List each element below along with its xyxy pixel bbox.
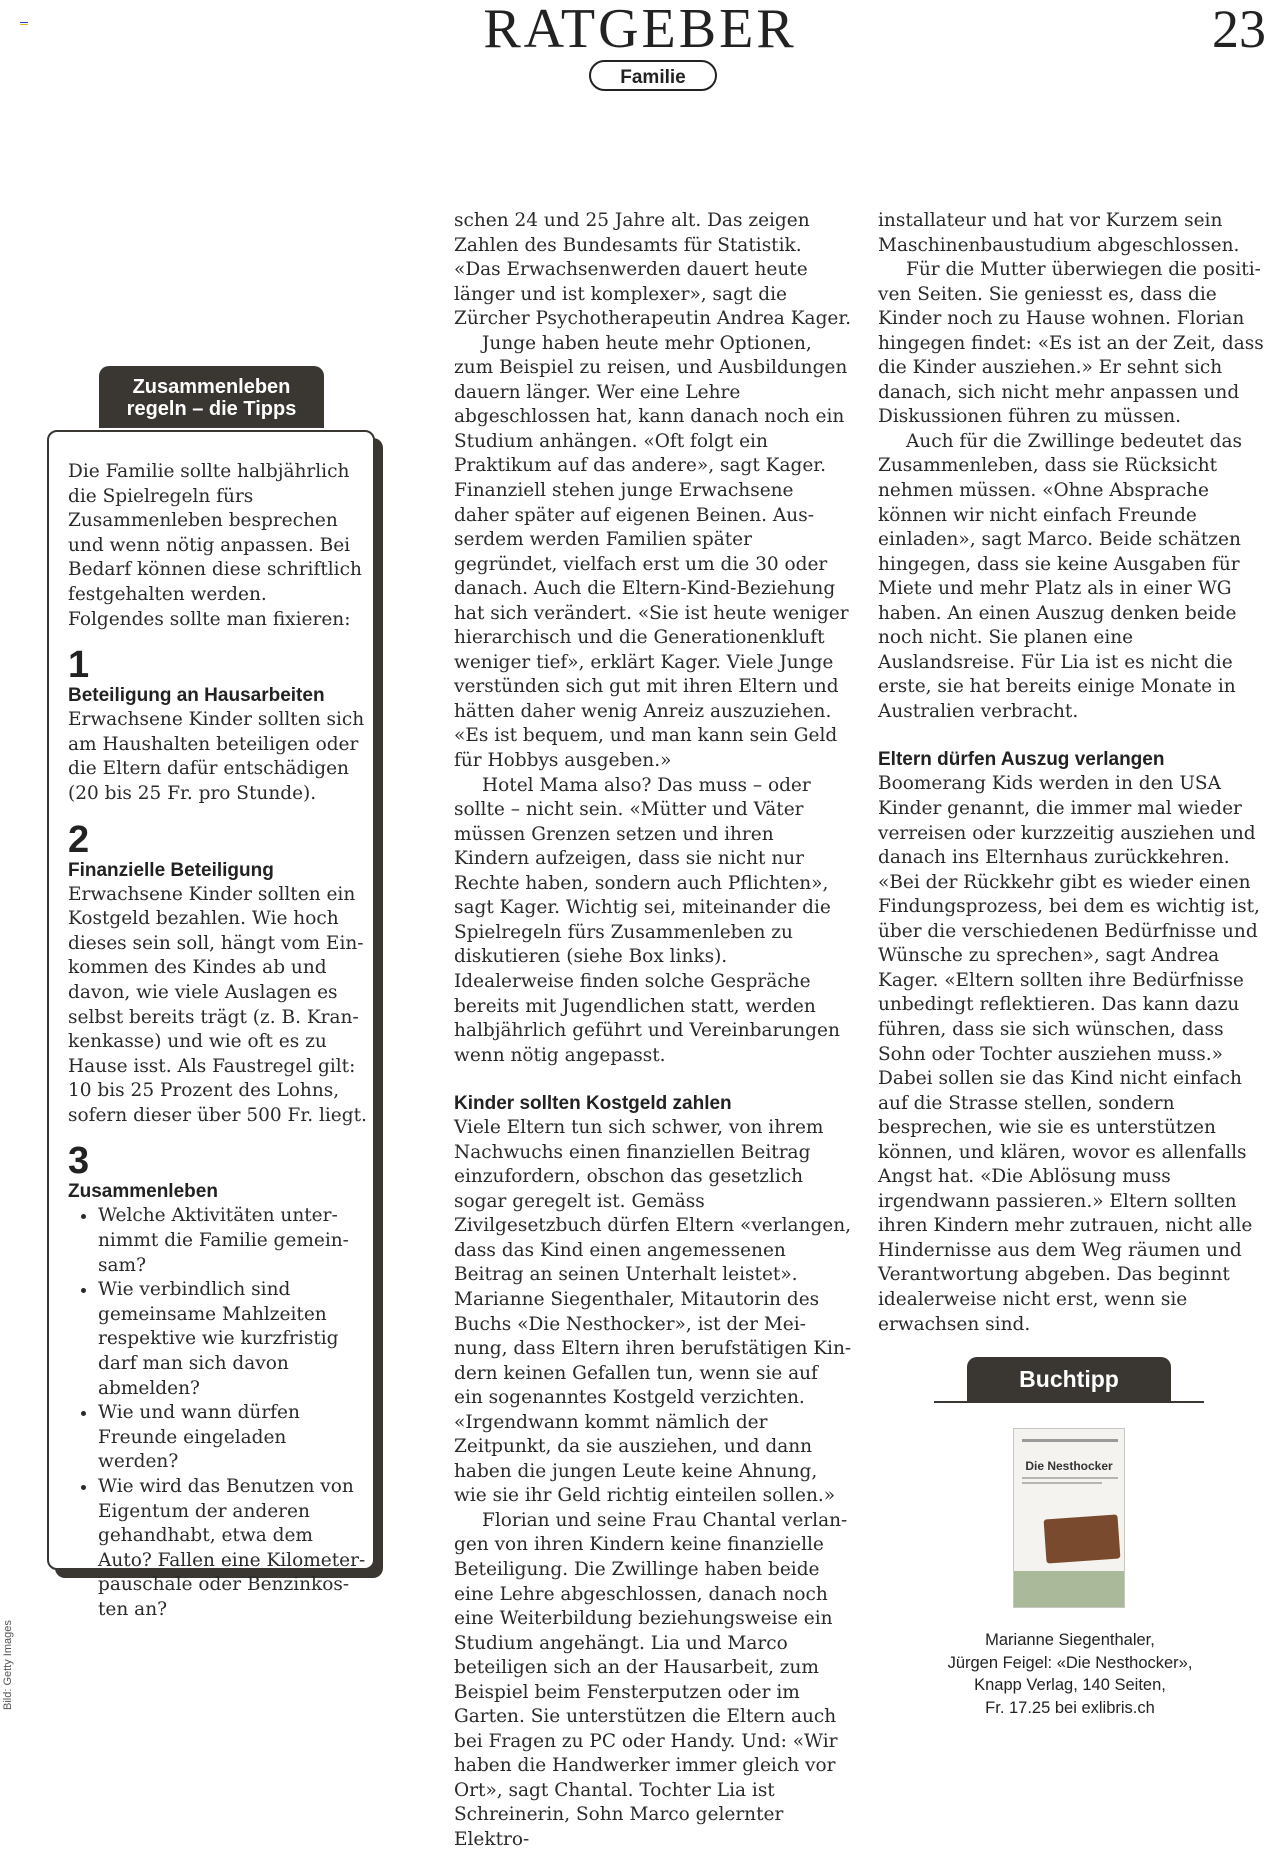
buchtipp-label: Buchtipp	[967, 1357, 1171, 1402]
tips-tab-line1: Zusammenleben	[132, 376, 291, 398]
tip-heading: Zusammenleben	[68, 1181, 218, 1203]
article-paragraph: Boomerang Kids werden in den USA Kinder genannt, die immer mal wieder verreisen oder kurzzeitig ausziehen und danach ins Elternhaus zurückkehren. «Bei der Rückkehr gibt es wieder einen Findungsprozess, bei dem es wichtig ist, über die verschiedenen Bedürfnisse und Wünsche zu sprechen», sagt Andrea Kager. «Eltern sollten ihre Bedürfnisse unbedingt reflektieren. Das kann dazu führen, dass sie sich wünschen, dass Sohn oder Tochter ausziehen muss.» Dabei sollen sie das Kind nicht einfach auf die Strasse stellen, sondern besprechen, wie sie es unterstützen können, und klären, wovor es allenfalls Angst hat. «Die Ablösung muss irgendwann passieren.» Eltern sollten ihren Kindern mehr zutrauen, nicht alle Hindernisse aus dem Weg räumen und Verantwortung abgeben. Das beginnt idealerweise nicht erst, wenn sie erwachsen sind.	[878, 773, 1260, 1335]
tip-bullet: • Wie und wann dürfen Freunde eingeladen werden?	[98, 1401, 368, 1475]
photo-credit: Bild: Getty Images	[2, 1620, 14, 1710]
section-label: Familie	[589, 60, 717, 91]
article-paragraph: Hotel Mama also? Das muss – oder sollte – nicht sein. «Mütter und Väter müssen Grenzen setzen und ihren Kindern aufzeigen, dass sie nicht nur Rechte haben, sondern auch Pflichten», sagt Kager. Wichtig sei, miteinander die Spielregeln fürs Zusammenleben zu diskutieren (siehe Box links). Idealerweise finden solche Gespräche bereits mit Jugendlichen statt, werden halbjährlich geführt und Vereinbarungen wenn nötig angepasst.	[454, 774, 840, 1066]
article-paragraph: Florian und seine Frau Chantal verlangen von ihren Kindern keine finanzielle Beteiligung. Die Zwillinge haben beide eine Lehre abgeschlossen, danach noch eine Weiterbildung beziehungsweise ein Studium angehängt. Lia und Marco beteiligen sich an der Hausarbeit, zum Beispiel beim Fensterputzen oder im Garten. Sie unterstützen die Eltern auch bei Fragen zu PC oder Handy. Und: «Wir haben die Handwerker immer gleich vor Ort», sagt Chantal. Tochter Lia ist Schreinerin, Sohn Marco gelernter Elektro-	[454, 1509, 848, 1850]
article-paragraph: Viele Eltern tun sich schwer, von ihrem Nachwuchs einen finanziellen Beitrag einzufordern, obschon das gesetzlich sogar geregelt ist. Gemäss Zivilgesetzbuch dürfen Eltern «verlangen, dass das Kind einen angemessenen Beitrag an seinen Unterhalt leistet». Marianne Siegenthaler, Mitautorin des Buchs «Die Nesthocker», ist der Meinung, dass Eltern ihren berufstätigen Kindern keinen Gefallen tun, wenn sie auf ein sogenanntes Kostgeld verzichten. «Irgendwann kommt nämlich der Zeitpunkt, da sie ausziehen, und dann haben die jungen Leute keine Ahnung, wie sie ihr Geld richtig einteilen sollen.»	[454, 1117, 852, 1507]
tip-bullet-list	[68, 1204, 368, 1622]
article-paragraph: Für die Mutter überwiegen die positiven Seiten. Sie geniesst es, dass die Kinder noch zu Hause wohnen. Florian hingegen findet: «Es ist an der Zeit, dass die Kinder ausziehen.» Er sehnt sich danach, sich nicht mehr anpassen und Diskussionen führen zu müssen.	[878, 259, 1264, 428]
article-paragraph: Junge haben heute mehr Optionen, zum Beispiel zu reisen, und Ausbildungen dauern länger. Wer eine Lehre abgeschlossen hat, kann danach noch ein Studium anhängen. «Oft folgt ein Praktikum auf das andere», sagt Kager. Finanziell stehen junge Erwachsene daher später auf eigenen Beinen. Ausserdem werden Familien später gegründet, vielfach erst um die 30 oder danach. Auch die Eltern-Kind-Beziehung hat sich verändert. «Sie ist heute weniger hierarchisch und die Generationenkluft weniger tief», erklärt Kager. Viele Junge verstünden sich gut mit ihren Eltern und hätten daher wenig Anreiz auszuziehen. «Es ist bequem, und man kann sein Geld für Hobbys ausgeben.»	[454, 332, 849, 772]
tip-text: Erwachsene Kinder sollten ein Kostgeld bezahlen. Wie hoch dieses sein soll, hängt vom Einkommen des Kindes ab und davon, wie viele Auslagen es selbst bereits trägt (z. B. Krankenkasse) und wie oft es zu Hause isst. Als Faustregel gilt: 10 bis 25 Prozent des Lohns, sofern dieser über 500 Fr. liegt.	[68, 883, 367, 1126]
book-cover-title: Die Nesthocker	[1025, 1459, 1113, 1473]
article-subheading: Kinder sollten Kostgeld zahlen	[454, 1093, 732, 1115]
tip-bullet: • Wie verbindlich sind gemeinsame Mahlzeiten respektive wie kurzfristig darf man sich davon abmelden?	[98, 1278, 368, 1401]
tips-intro: Die Familie sollte halbjährlich die Spielregeln fürs Zusammenleben besprechen und wenn nötig anpassen. Bei Bedarf können diese schriftlich festgehalten werden. Folgendes sollte man fixieren:	[68, 461, 362, 630]
buchtipp-divider	[934, 1401, 1204, 1403]
book-cover-image	[1013, 1428, 1125, 1608]
book-caption-line: Jürgen Feigel: «Die Nesthocker»,	[947, 1653, 1193, 1672]
article-column-3	[878, 209, 1273, 1337]
book-caption-line: Fr. 17.25 bei exlibris.ch	[985, 1698, 1155, 1717]
article-paragraph: schen 24 und 25 Jahre alt. Das zeigen Zahlen des Bundesamts für Statistik. «Das Erwachsenwerden dauert heute länger und ist komplexer», sagt die Zürcher Psychotherapeutin Andrea Kager.	[454, 210, 852, 330]
tips-tab-line2: regeln – die Tipps	[126, 398, 297, 420]
book-caption	[920, 1629, 1220, 1719]
page-title: RATGEBER	[483, 0, 797, 60]
book-caption-line: Marianne Siegenthaler,	[985, 1631, 1155, 1649]
tip-text: Erwachsene Kinder sollten sich am Haushalten beteiligen oder die Eltern dafür entschädigen (20 bis 25 Fr. pro Stunde).	[68, 709, 365, 804]
tip-bullet: • Wie wird das Benutzen von Eigentum der anderen gehandhabt, etwa dem Auto? Fallen eine Kilometerpauschale oder Benzinkosten an?	[98, 1475, 368, 1623]
tips-box-tab	[99, 366, 324, 428]
tip-number: 2	[68, 818, 90, 861]
tips-content	[68, 460, 368, 1623]
article-paragraph: Auch für die Zwillinge bedeutet das Zusammenleben, dass sie Rücksicht nehmen müssen. «Ohne Absprache können wir nicht einfach Freunde einladen», sagt Marco. Beide schätzen hingegen, dass sie keine Ausgaben für Miete und mehr Platz als in einer WG haben. An einen Auszug denken beide noch nicht. Sie planen eine Auslandsreise. Für Lia ist es nicht die erste, sie hat bereits einige Monate in Australien verbracht.	[878, 430, 1243, 722]
article-column-2	[454, 209, 852, 1853]
tip-number: 1	[68, 644, 90, 687]
tip-number: 3	[68, 1140, 90, 1183]
tip-heading: Beteiligung an Hausarbeiten	[68, 685, 325, 707]
tip-bullet: • Welche Aktivitäten unternimmt die Familie gemeinsam?	[98, 1204, 368, 1278]
page-number: 23	[1212, 0, 1266, 59]
article-subheading: Eltern dürfen Auszug verlangen	[878, 749, 1165, 771]
tip-heading: Finanzielle Beteiligung	[68, 859, 274, 881]
book-caption-line: Knapp Verlag, 140 Seiten,	[974, 1676, 1166, 1694]
article-paragraph: installateur und hat vor Kurzem sein Maschinenbaustudium abgeschlossen.	[878, 210, 1240, 256]
